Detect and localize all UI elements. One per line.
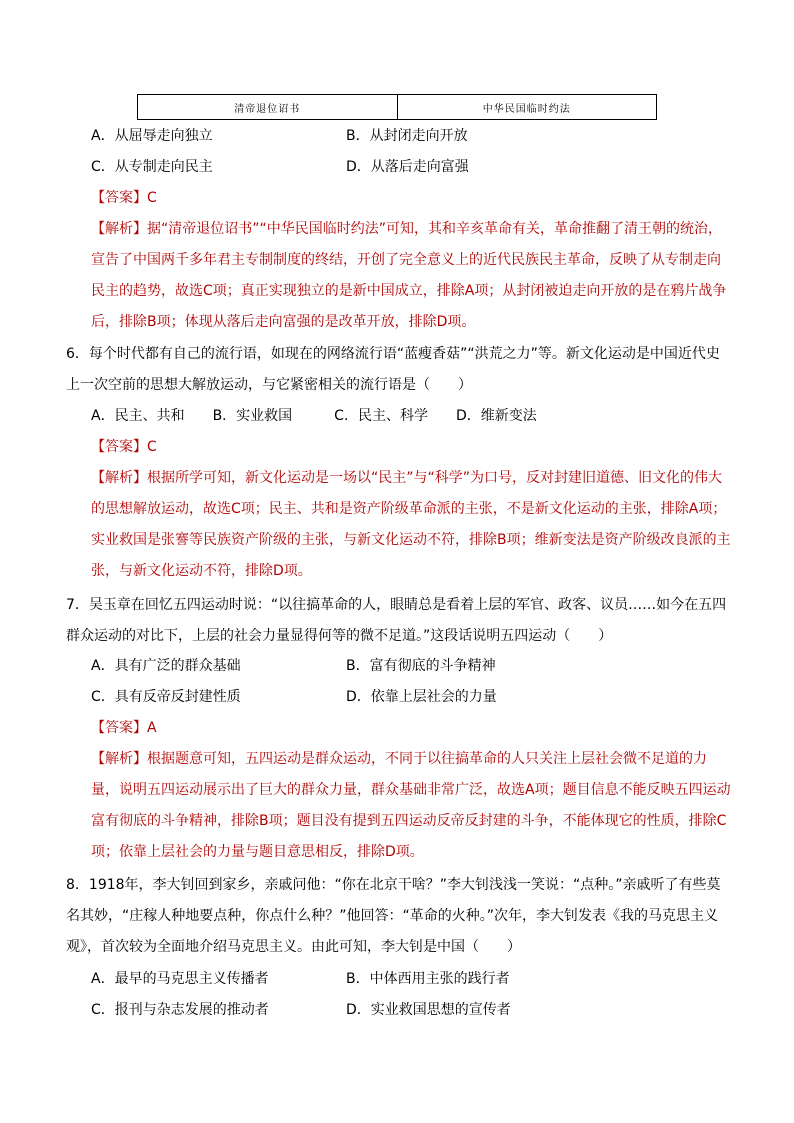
q8-option-c: C．报刊与杂志发展的推动者 bbox=[91, 1002, 269, 1018]
q6-analysis-tag: 【解析】 bbox=[91, 470, 147, 486]
q7-analysis-text: 根据题意可知，五四运动是群众运动，不同于以往搞革命的人只关注上层社会微不足道的力量，说明五四运动展示出了巨大的群众力量，群众基础非常广泛，故选A项；题目信息不能反映五四运动富有彻底的斗争精神，排除B项；题目没有提到五四运动反帝反封建的斗争，不能体现它的性质，排除C项；依靠上层社会的力量与题目意思相反，排除D项。 bbox=[91, 751, 731, 860]
q7-option-b: B．富有彻底的斗争精神 bbox=[346, 658, 496, 674]
q7-answer bbox=[91, 718, 157, 738]
q5-analysis-tag: 【解析】 bbox=[91, 221, 147, 237]
q7-option-d: D．依靠上层社会的力量 bbox=[346, 689, 497, 705]
q6-analysis-text: 根据所学可知，新文化运动是一场以“民主”与“科学”为口号，反对封建旧道德、旧文化的伟大的思想解放运动，故选C项；民主、共和是资产阶级革命派的主张，不是新文化运动的主张，排除A项；实业救国是张謇等民族资产阶级的主张，与新文化运动不符，排除B项；维新变法是资产阶级改良派的主张，与新文化运动不符，排除D项。 bbox=[91, 470, 731, 579]
q5-analysis-text: 据“清帝退位诏书”“中华民国临时约法”可知，其和辛亥革命有关，革命推翻了清王朝的统治，宣告了中国两千多年君主专制制度的终结，开创了完全意义上的近代民族民主革命，反映了从专制走向民主的趋势，故选C项；真正实现独立的是新中国成立，排除A项；从封闭被迫走向开放的是在鸦片战争后，排除B项；体现从落后走向富强的是改革开放，排除D项。 bbox=[91, 221, 727, 330]
q5-analysis bbox=[91, 214, 731, 338]
q5-answer-tag: 【答案】 bbox=[91, 190, 147, 206]
q7-analysis-tag: 【解析】 bbox=[91, 751, 147, 767]
q7-analysis bbox=[91, 744, 731, 868]
q5-option-b: B．从封闭走向开放 bbox=[346, 128, 468, 144]
q8-option-b: B．中体西用主张的践行者 bbox=[346, 971, 510, 987]
q6-stem: 6．每个时代都有自己的流行语，如现在的网络流行语“蓝瘦香菇”“洪荒之力”等。新文化运动是中国近代史上一次空前的思想大解放运动，与它紧密相关的流行语是（ ） bbox=[66, 346, 720, 393]
q5-answer bbox=[91, 188, 157, 208]
q7-answer-tag: 【答案】 bbox=[91, 720, 147, 736]
q7-stem: 7．吴玉章在回忆五四运动时说：“以往搞革命的人，眼睛总是看着上层的军官、政客、议员……如今在五四群众运动的对比下，上层的社会力量显得何等的微不足道。”这段话说明五四运动（ ） bbox=[66, 597, 727, 644]
q5-answer-value: C bbox=[147, 190, 157, 206]
q7-option-c: C．具有反帝反封建性质 bbox=[91, 689, 241, 705]
q7-answer-value: A bbox=[147, 720, 157, 736]
q5-option-a: A．从屈辱走向独立 bbox=[91, 128, 213, 144]
q6-answer bbox=[91, 437, 157, 457]
q6-answer-value: C bbox=[147, 439, 157, 455]
source-table bbox=[137, 94, 657, 120]
q8-stem: 8．1918年，李大钊回到家乡，亲戚问他：“你在北京干啥？”李大钊浅浅一笑说：“点种。”亲戚听了有些莫名其妙，“庄稼人种地要点种，你点什么种？”他回答：“革命的火种。”次年，李大钊发表《我的马克思主义观》，首次较为全面地介绍马克思主义。由此可知，李大钊是中国（ ） bbox=[66, 877, 721, 955]
table-cell-constitution: 中华民国临时约法 bbox=[397, 95, 657, 119]
q5-option-d: D．从落后走向富强 bbox=[346, 159, 469, 175]
q5-option-c: C．从专制走向民主 bbox=[91, 159, 213, 175]
q6-analysis bbox=[91, 463, 731, 587]
q8-option-d: D．实业救国思想的宣传者 bbox=[346, 1002, 511, 1018]
q6-answer-tag: 【答案】 bbox=[91, 439, 147, 455]
table-cell-edict: 清帝退位诏书 bbox=[234, 103, 301, 115]
q6-options: A．民主、共和 B．实业救国 C．民主、科学 D．维新变法 bbox=[91, 408, 537, 424]
q8-option-a: A．最早的马克思主义传播者 bbox=[91, 971, 269, 987]
q7-option-a: A．具有广泛的群众基础 bbox=[91, 658, 241, 674]
